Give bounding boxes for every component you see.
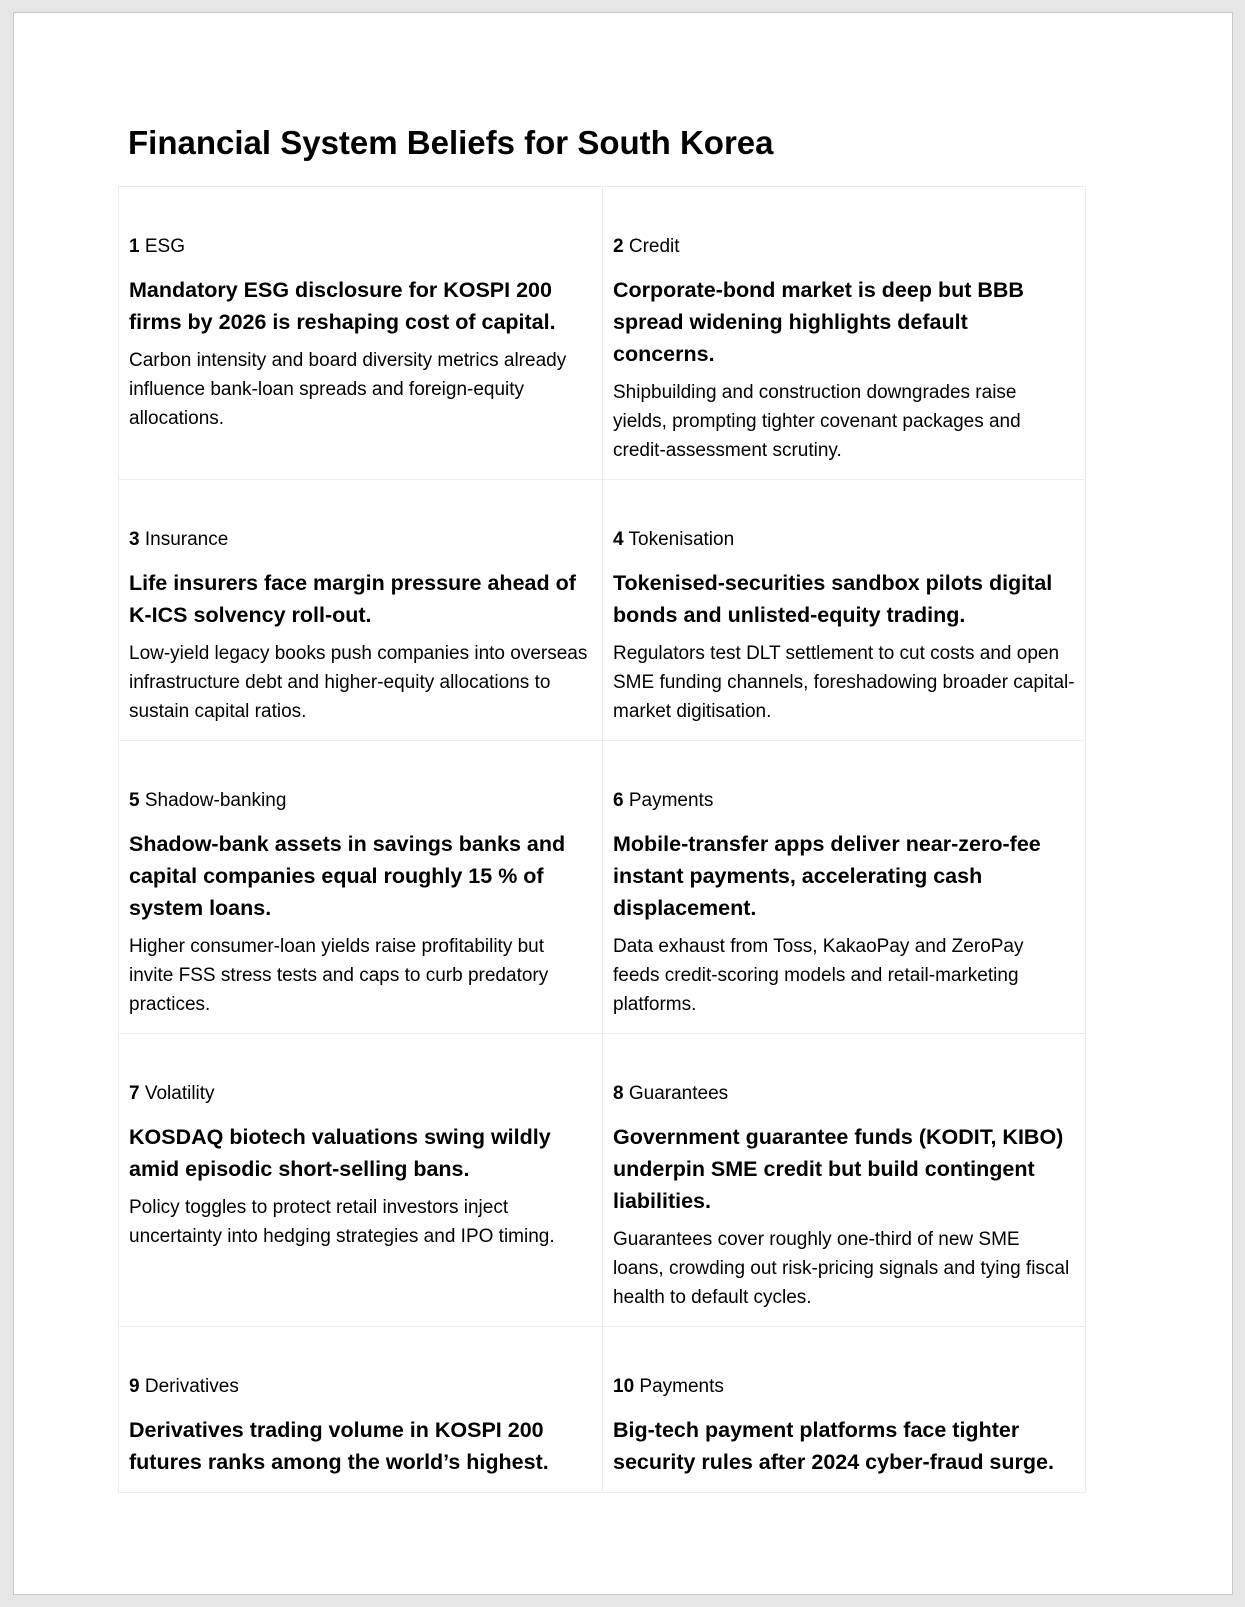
belief-card-8 — [603, 1034, 1086, 1327]
belief-tag — [613, 1081, 1075, 1107]
belief-headline: Big-tech payment platforms face tighter security rules after 2024 cyber-fraud surge. — [613, 1418, 1054, 1474]
belief-detail: Policy toggles to protect retail investors inject uncertainty into hedging strategies and IPO timing. — [129, 1197, 555, 1247]
belief-category: Insurance — [144, 529, 229, 550]
belief-card-5 — [119, 741, 603, 1034]
belief-headline: Corporate-bond market is deep but BBB spread widening highlights default concerns. — [613, 278, 1024, 366]
belief-card-2 — [603, 187, 1086, 480]
belief-category: Shadow-banking — [144, 790, 287, 811]
belief-headline: Life insurers face margin pressure ahead of K-ICS solvency roll-out. — [129, 571, 576, 627]
belief-tag — [129, 1081, 592, 1107]
belief-detail: Carbon intensity and board diversity metrics already influence bank-loan spreads and foreign-equity allocations. — [129, 350, 567, 429]
belief-headline: Shadow-bank assets in savings banks and capital companies equal roughly 15 % of system loans. — [129, 832, 566, 920]
belief-number: 5 — [129, 790, 140, 811]
belief-number: 4 — [613, 529, 624, 550]
belief-card-9 — [119, 1327, 603, 1493]
belief-tag — [613, 1374, 1075, 1400]
belief-number: 1 — [129, 236, 140, 257]
belief-category: Payments — [639, 1376, 724, 1397]
belief-card-7 — [119, 1034, 603, 1327]
belief-category: ESG — [144, 236, 185, 257]
belief-detail: Data exhaust from Toss, KakaoPay and ZeroPay feeds credit-scoring models and retail-marketing platforms. — [613, 936, 1024, 1015]
belief-tag — [613, 234, 1075, 260]
document-title: Financial System Beliefs for South Korea — [128, 124, 774, 161]
belief-tag — [613, 527, 1075, 553]
belief-detail: Guarantees cover roughly one-third of new SME loans, crowding out risk-pricing signals and tying fiscal health to default cycles. — [613, 1229, 1070, 1308]
belief-detail: Shipbuilding and construction downgrades raise yields, prompting tighter covenant packages and credit-assessment scrutiny. — [613, 382, 1021, 461]
belief-card-10 — [603, 1327, 1086, 1493]
belief-number: 8 — [613, 1083, 624, 1104]
document-page — [13, 12, 1233, 1595]
belief-headline: Derivatives trading volume in KOSPI 200 futures ranks among the world’s highest. — [129, 1418, 549, 1474]
belief-number: 10 — [613, 1376, 635, 1397]
belief-headline: Government guarantee funds (KODIT, KIBO) underpin SME credit but build contingent liabilities. — [613, 1125, 1064, 1213]
beliefs-grid — [118, 186, 1086, 1493]
belief-tag — [129, 788, 592, 814]
belief-category: Payments — [628, 790, 714, 811]
belief-headline: KOSDAQ biotech valuations swing wildly amid episodic short-selling bans. — [129, 1125, 551, 1181]
belief-card-3 — [119, 480, 603, 741]
belief-number: 7 — [129, 1083, 140, 1104]
belief-card-4 — [603, 480, 1086, 741]
belief-card-1 — [119, 187, 603, 480]
belief-tag — [613, 788, 1075, 814]
belief-detail: Low-yield legacy books push companies into overseas infrastructure debt and higher-equity allocations to sustain capital ratios. — [129, 643, 588, 722]
belief-number: 6 — [613, 790, 624, 811]
belief-category: Derivatives — [144, 1376, 239, 1397]
belief-tag — [129, 527, 592, 553]
belief-detail: Higher consumer-loan yields raise profitability but invite FSS stress tests and caps to curb predatory practices. — [129, 936, 549, 1015]
belief-category: Tokenisation — [628, 529, 735, 550]
belief-headline: Tokenised-securities sandbox pilots digital bonds and unlisted-equity trading. — [613, 571, 1053, 627]
belief-category: Guarantees — [628, 1083, 729, 1104]
belief-category: Volatility — [144, 1083, 215, 1104]
belief-number: 9 — [129, 1376, 140, 1397]
belief-category: Credit — [628, 236, 680, 257]
belief-headline: Mandatory ESG disclosure for KOSPI 200 firms by 2026 is reshaping cost of capital. — [129, 278, 556, 334]
belief-headline: Mobile-transfer apps deliver near-zero-fee instant payments, accelerating cash displacement. — [613, 832, 1041, 920]
belief-detail: Regulators test DLT settlement to cut costs and open SME funding channels, foreshadowing broader capital-market digitisation. — [613, 643, 1075, 722]
belief-tag — [129, 234, 592, 260]
belief-number: 2 — [613, 236, 624, 257]
belief-card-6 — [603, 741, 1086, 1034]
belief-tag — [129, 1374, 592, 1400]
belief-number: 3 — [129, 529, 140, 550]
